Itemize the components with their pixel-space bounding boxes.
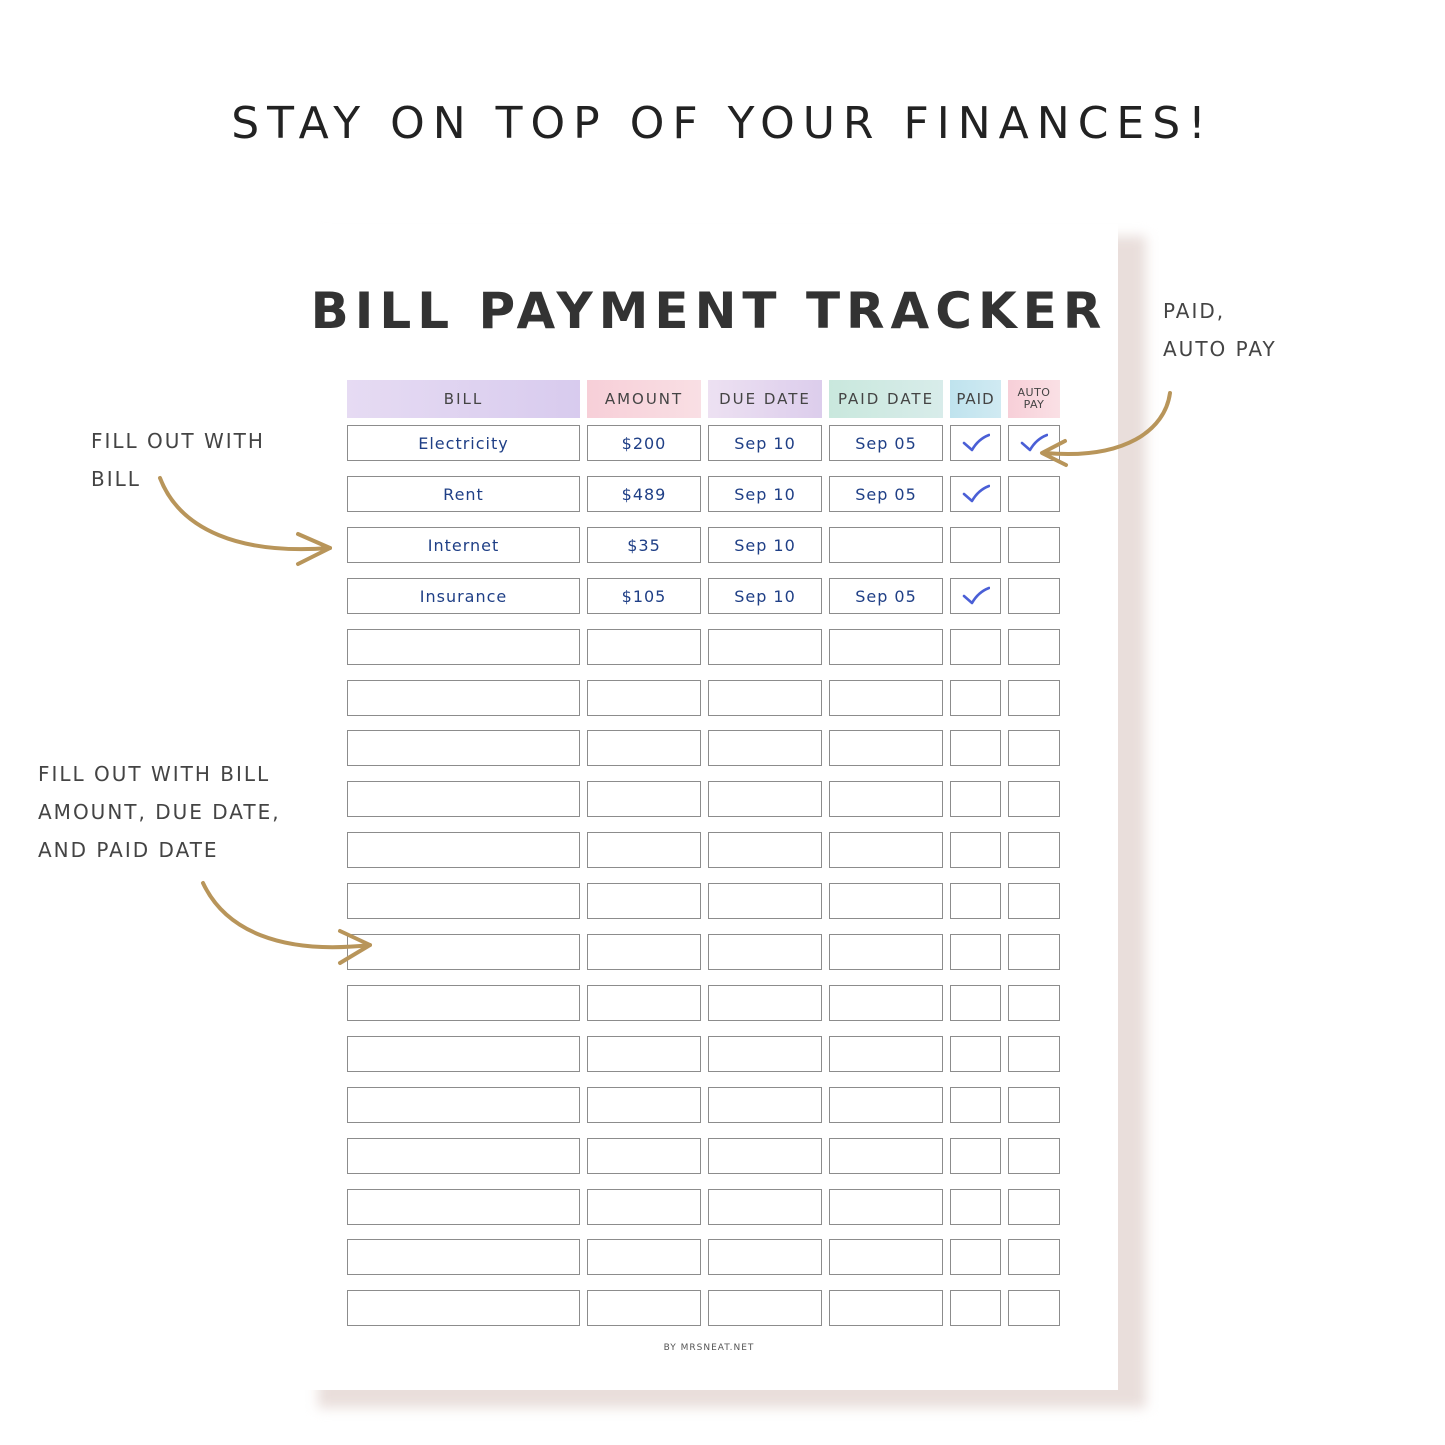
bill-cell[interactable] (347, 730, 580, 766)
amount-cell[interactable] (587, 1189, 701, 1225)
amount-cell[interactable] (587, 781, 701, 817)
header-due-date-label: DUE DATE (719, 390, 811, 408)
paid-checkbox[interactable] (950, 425, 1001, 461)
header-auto-pay-line2: PAY (1023, 398, 1045, 411)
amount-cell-text: $200 (621, 433, 667, 453)
paid-date-cell[interactable] (829, 425, 943, 461)
bill-cell[interactable] (347, 832, 580, 868)
amount-cell[interactable] (587, 680, 701, 716)
annotation-paid-autopay (1163, 292, 1277, 368)
bill-cell[interactable] (347, 1138, 580, 1174)
due-date-cell[interactable] (708, 425, 822, 461)
bill-cell[interactable] (347, 781, 580, 817)
paid-date-cell[interactable] (829, 527, 943, 563)
amount-cell[interactable] (587, 527, 701, 563)
due-date-cell-text: Sep 10 (734, 433, 796, 453)
auto-pay-checkbox[interactable] (1008, 985, 1060, 1021)
paid-date-cell[interactable] (829, 934, 943, 970)
due-date-cell[interactable] (708, 934, 822, 970)
amount-cell[interactable] (587, 629, 701, 665)
amount-cell[interactable] (587, 934, 701, 970)
paid-checkbox[interactable] (950, 1189, 1001, 1225)
paid-date-cell[interactable] (829, 1239, 943, 1275)
due-date-cell[interactable] (708, 1087, 822, 1123)
header-amount-label: AMOUNT (604, 390, 684, 408)
due-date-cell[interactable] (708, 1290, 822, 1326)
due-date-cell[interactable] (708, 527, 822, 563)
paid-checkbox[interactable] (950, 1290, 1001, 1326)
due-date-cell-text: Sep 10 (734, 586, 796, 606)
footer-credit: BY MRSNEAT.NET (663, 1343, 755, 1353)
auto-pay-checkbox[interactable] (1008, 629, 1060, 665)
header-paid (950, 380, 1001, 418)
due-date-cell[interactable] (708, 1239, 822, 1275)
paid-date-cell[interactable] (829, 1138, 943, 1174)
bill-cell-text: Internet (427, 535, 500, 555)
paid-date-cell[interactable] (829, 1189, 943, 1225)
paid-date-cell[interactable] (829, 1290, 943, 1326)
amount-cell-text: $35 (627, 535, 661, 555)
paid-checkbox[interactable] (950, 832, 1001, 868)
header-auto-pay-line1: AUTO (1017, 386, 1051, 399)
paid-checkbox[interactable] (950, 985, 1001, 1021)
annotation-bill-line1: FILL OUT WITH (91, 429, 265, 453)
auto-pay-checkbox[interactable] (1008, 476, 1060, 512)
amount-cell[interactable] (587, 883, 701, 919)
auto-pay-checkbox[interactable] (1008, 1138, 1060, 1174)
bill-cell[interactable] (347, 527, 580, 563)
amount-cell[interactable] (587, 476, 701, 512)
paid-checkbox[interactable] (950, 629, 1001, 665)
auto-pay-checkbox[interactable] (1008, 578, 1060, 614)
due-date-cell[interactable] (708, 1138, 822, 1174)
due-date-cell[interactable] (708, 476, 822, 512)
paid-date-cell[interactable] (829, 883, 943, 919)
due-date-cell[interactable] (708, 832, 822, 868)
amount-cell[interactable] (587, 425, 701, 461)
amount-cell[interactable] (587, 1239, 701, 1275)
due-date-cell[interactable] (708, 883, 822, 919)
bill-cell[interactable] (347, 1290, 580, 1326)
bill-cell[interactable] (347, 1189, 580, 1225)
amount-cell-text: $489 (621, 484, 667, 504)
paid-checkbox[interactable] (950, 1087, 1001, 1123)
amount-cell[interactable] (587, 1138, 701, 1174)
checkmark-icon (962, 586, 990, 606)
auto-pay-checkbox[interactable] (1008, 934, 1060, 970)
auto-pay-checkbox[interactable] (1008, 730, 1060, 766)
due-date-cell[interactable] (708, 629, 822, 665)
tracker-title: BILL PAYMENT TRACKER (310, 282, 1108, 340)
auto-pay-checkbox[interactable] (1008, 832, 1060, 868)
paid-checkbox[interactable] (950, 476, 1001, 512)
header-amount (587, 380, 701, 418)
amount-cell-text: $105 (621, 586, 667, 606)
annotation-details-line1: FILL OUT WITH BILL (38, 762, 271, 786)
paid-checkbox[interactable] (950, 883, 1001, 919)
due-date-cell[interactable] (708, 985, 822, 1021)
auto-pay-checkbox[interactable] (1008, 680, 1060, 716)
bill-cell[interactable] (347, 883, 580, 919)
auto-pay-checkbox[interactable] (1008, 1189, 1060, 1225)
amount-cell[interactable] (587, 985, 701, 1021)
amount-cell[interactable] (587, 1290, 701, 1326)
paid-checkbox[interactable] (950, 578, 1001, 614)
bill-cell[interactable] (347, 985, 580, 1021)
checkmark-icon (962, 484, 990, 504)
paid-date-cell[interactable] (829, 985, 943, 1021)
paid-date-cell[interactable] (829, 832, 943, 868)
amount-cell[interactable] (587, 832, 701, 868)
due-date-cell[interactable] (708, 578, 822, 614)
paid-checkbox[interactable] (950, 527, 1001, 563)
paid-checkbox[interactable] (950, 1138, 1001, 1174)
due-date-cell[interactable] (708, 781, 822, 817)
amount-cell[interactable] (587, 1036, 701, 1072)
bill-cell-text: Rent (443, 484, 484, 504)
bill-cell-text: Electricity (418, 433, 509, 453)
paid-date-cell-text: Sep 05 (855, 433, 917, 453)
header-due-date (708, 380, 822, 418)
amount-cell[interactable] (587, 578, 701, 614)
annotation-bill-line2: BILL (91, 467, 141, 491)
paid-date-cell[interactable] (829, 1087, 943, 1123)
header-paid-label: PAID (956, 390, 995, 408)
amount-cell[interactable] (587, 730, 701, 766)
bill-cell[interactable] (347, 578, 580, 614)
paid-checkbox[interactable] (950, 934, 1001, 970)
headline: STAY ON TOP OF YOUR FINANCES! (231, 98, 1214, 149)
annotation-fill-details (38, 755, 281, 869)
bill-cell[interactable] (347, 1239, 580, 1275)
auto-pay-checkbox[interactable] (1008, 883, 1060, 919)
amount-cell[interactable] (587, 1087, 701, 1123)
due-date-cell[interactable] (708, 730, 822, 766)
header-paid-date-label: PAID DATE (837, 390, 935, 408)
header-bill (347, 380, 580, 418)
bill-cell[interactable] (347, 629, 580, 665)
paid-date-cell[interactable] (829, 578, 943, 614)
paid-date-cell[interactable] (829, 476, 943, 512)
paid-checkbox[interactable] (950, 1239, 1001, 1275)
auto-pay-checkbox[interactable] (1008, 781, 1060, 817)
curved-arrow-icon (195, 875, 380, 980)
paid-checkbox[interactable] (950, 1036, 1001, 1072)
due-date-cell[interactable] (708, 1189, 822, 1225)
bill-cell[interactable] (347, 476, 580, 512)
curved-arrow-icon (1030, 385, 1190, 475)
annotation-details-line2: AMOUNT, DUE DATE, (38, 800, 281, 824)
auto-pay-checkbox[interactable] (1008, 527, 1060, 563)
bill-cell[interactable] (347, 1036, 580, 1072)
header-bill-label: BILL (443, 390, 484, 408)
checkmark-icon (962, 433, 990, 453)
paid-date-cell[interactable] (829, 629, 943, 665)
curved-arrow-icon (150, 470, 340, 580)
paid-checkbox[interactable] (950, 680, 1001, 716)
due-date-cell-text: Sep 10 (734, 484, 796, 504)
header-paid-date (829, 380, 943, 418)
auto-pay-checkbox[interactable] (1008, 1036, 1060, 1072)
due-date-cell-text: Sep 10 (734, 535, 796, 555)
paid-date-cell[interactable] (829, 680, 943, 716)
paid-checkbox[interactable] (950, 781, 1001, 817)
annotation-paid-line2: AUTO PAY (1163, 337, 1277, 361)
bill-cell[interactable] (347, 1087, 580, 1123)
due-date-cell[interactable] (708, 680, 822, 716)
paid-checkbox[interactable] (950, 730, 1001, 766)
paid-date-cell[interactable] (829, 781, 943, 817)
bill-cell[interactable] (347, 934, 580, 970)
annotation-details-line3: AND PAID DATE (38, 838, 219, 862)
auto-pay-checkbox[interactable] (1008, 1290, 1060, 1326)
paid-date-cell-text: Sep 05 (855, 484, 917, 504)
auto-pay-checkbox[interactable] (1008, 1239, 1060, 1275)
paid-date-cell[interactable] (829, 1036, 943, 1072)
paid-date-cell-text: Sep 05 (855, 586, 917, 606)
paid-date-cell[interactable] (829, 730, 943, 766)
bill-cell-text: Insurance (419, 586, 508, 606)
bill-cell[interactable] (347, 425, 580, 461)
auto-pay-checkbox[interactable] (1008, 1087, 1060, 1123)
bill-cell[interactable] (347, 680, 580, 716)
due-date-cell[interactable] (708, 1036, 822, 1072)
annotation-paid-line1: PAID, (1163, 299, 1226, 323)
